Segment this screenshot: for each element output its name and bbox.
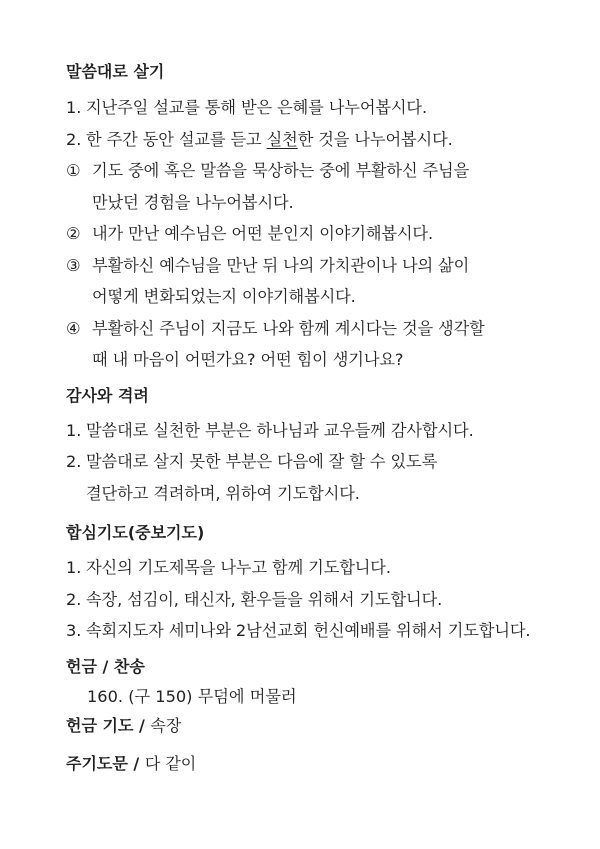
question-number: ① [66, 161, 81, 180]
item-text: 속장, 섬김이, 태신자, 환우들을 위해서 기도합니다. [86, 589, 443, 609]
question-number: ③ [66, 255, 81, 275]
question-item [66, 218, 566, 250]
question-continuation: 어떻게 변화되었는지 이야기해봅시다. [92, 287, 356, 306]
question-continuation: 때 내 마음이 어떤가요? 어떤 힘이 생기나요? [92, 350, 404, 369]
item-text: 말씀대로 살지 못한 부분은 다음에 잘 할 수 있도록 [86, 452, 438, 471]
item-text-pre: 한 주간 동안 설교를 듣고 [86, 129, 267, 149]
question-text: 기도 중에 혹은 말씀을 묵상하는 중에 부활하신 주님을 [92, 161, 470, 180]
item-text: 자신의 기도제목을 나누고 함께 기도합니다. [86, 558, 391, 577]
item-number: 2. [66, 589, 82, 609]
section-offering-prayer [66, 712, 566, 740]
question-text: 부활하신 주님이 지금도 나와 함께 계시다는 것을 생각할 [92, 318, 485, 338]
item-number: 2. [66, 452, 82, 471]
item-number: 1. [66, 558, 82, 577]
question-text: 내가 만난 예수님은 어떤 분인지 이야기해봅시다. [92, 224, 434, 243]
hymn-number: 160. (구 150) 무덤에 머물러 [87, 686, 297, 706]
item-text-post: 한 것을 나누어봅시다. [297, 129, 453, 149]
item-number: 1. [66, 420, 82, 440]
item-text: 말씀대로 실천한 부분은 하나님과 교우들께 감사합시다. [86, 420, 474, 440]
section-title-offering-hymn: 헌금 / 찬송 [66, 656, 145, 676]
section-title-united-prayer: 합심기도(중보기도) [66, 523, 205, 542]
section-title-live-by-word: 말씀대로 살기 [66, 62, 165, 81]
item-number: 3. [66, 621, 82, 640]
question-item [66, 250, 566, 282]
list-item [66, 446, 566, 478]
item-continuation: 결단하고 격려하며, 위하여 기도합시다. [86, 483, 360, 503]
list-item [66, 584, 566, 616]
worksheet-page [66, 58, 566, 778]
list-item [66, 615, 566, 647]
question-item [66, 313, 566, 345]
question-continuation: 만났던 경험을 나누어봅시다. [92, 192, 294, 212]
lords-prayer-who: 다 같이 [144, 754, 197, 773]
question-text: 부활하신 예수님을 만난 뒤 나의 가치관이나 나의 삶이 [92, 255, 470, 275]
question-number: ② [66, 224, 81, 243]
section-title-thanks-encouragement: 감사와 격려 [66, 385, 149, 405]
section-title-offering-prayer: 헌금 기도 / [66, 716, 151, 735]
question-number: ④ [66, 318, 81, 338]
list-item [66, 415, 566, 447]
section-lords-prayer [66, 750, 566, 778]
list-item [66, 552, 566, 584]
item-number: 1. [66, 98, 82, 117]
list-item [66, 92, 566, 124]
item-text: 속회지도자 세미나와 2남선교회 헌신예배를 위해서 기도합니다. [86, 621, 531, 640]
underlined-word: 실천 [266, 129, 298, 149]
section-title-lords-prayer: 주기도문 / [66, 754, 145, 773]
question-item [66, 155, 566, 187]
offering-prayer-leader: 속장 [150, 716, 182, 735]
item-number: 2. [66, 129, 82, 149]
list-item [66, 124, 566, 156]
item-text: 지난주일 설교를 통해 받은 은혜를 나누어봅시다. [86, 98, 428, 117]
